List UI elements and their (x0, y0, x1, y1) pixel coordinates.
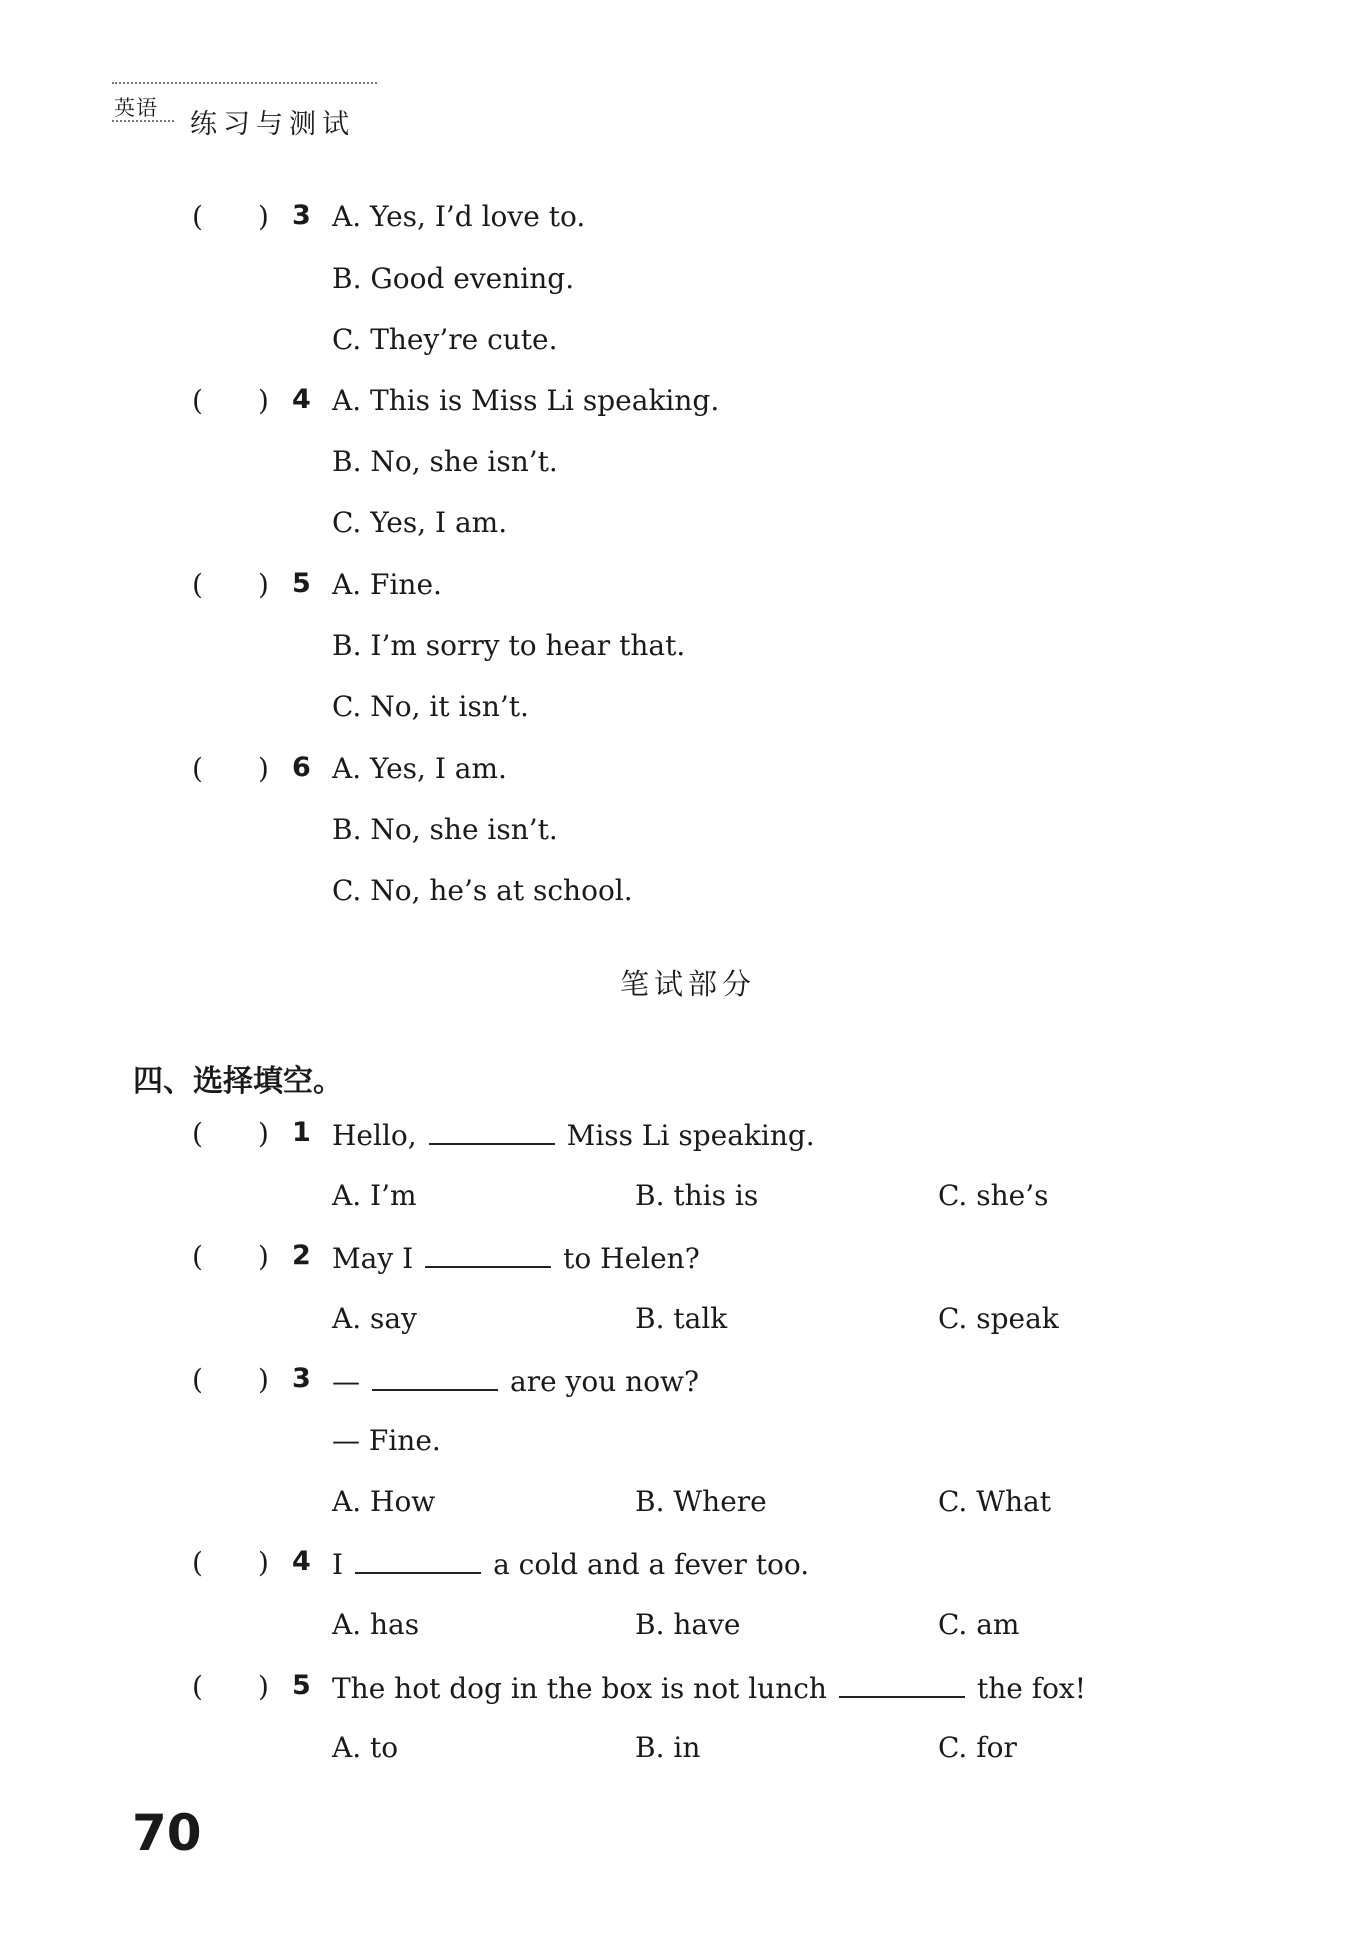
question-text-after: are you now? (510, 1365, 700, 1398)
option-a: A. How (332, 1485, 436, 1518)
question-text-after: the fox! (976, 1672, 1086, 1705)
answer-paren-open[interactable]: ( (192, 568, 203, 601)
question-number: 2 (292, 1240, 311, 1271)
question-number: 4 (292, 1546, 311, 1577)
answer-paren-close: ) (258, 1240, 269, 1273)
question-text-before: — (332, 1365, 360, 1398)
question-text (332, 1363, 699, 1398)
section-title: 笔试部分 (620, 967, 757, 1001)
question-text (332, 1240, 700, 1275)
option-a: A. Yes, I am. (332, 752, 507, 785)
option-a: A. to (332, 1731, 399, 1764)
book-header (112, 82, 377, 140)
header-dotted-rule (112, 82, 377, 84)
answer-paren-open[interactable]: ( (192, 752, 203, 785)
question-number: 6 (292, 752, 311, 783)
question-number: 1 (292, 1117, 311, 1148)
option-b: B. this is (635, 1179, 759, 1212)
answer-paren-close: ) (258, 1546, 269, 1579)
answer-paren-close: ) (258, 1117, 269, 1150)
answer-paren-open[interactable]: ( (192, 1670, 203, 1703)
question-text (332, 1117, 815, 1152)
option-c: C. What (938, 1485, 1051, 1518)
question-text-before: The hot dog in the box is not lunch (332, 1672, 827, 1705)
option-c: C. speak (938, 1302, 1059, 1335)
answer-paren-open[interactable]: ( (192, 1117, 203, 1150)
option-c: C. No, he’s at school. (332, 874, 633, 907)
option-c: C. she’s (938, 1179, 1049, 1212)
question-number: 5 (292, 1670, 311, 1701)
part-title: 四、选择填空。 (133, 1064, 343, 1099)
option-b: B. Good evening. (332, 262, 575, 295)
question-text-before: I (332, 1548, 344, 1581)
option-b: B. talk (635, 1302, 728, 1335)
option-a: A. say (332, 1302, 417, 1335)
series-title: 练习与测试 (190, 109, 355, 140)
answer-paren-close: ) (258, 384, 269, 417)
option-a: A. Fine. (332, 568, 442, 601)
answer-blank[interactable] (372, 1363, 498, 1391)
answer-blank[interactable] (425, 1240, 551, 1268)
option-a: A. has (332, 1608, 420, 1641)
option-c: C. for (938, 1731, 1017, 1764)
option-c: C. am (938, 1608, 1020, 1641)
answer-paren-open[interactable]: ( (192, 1546, 203, 1579)
answer-blank[interactable] (355, 1546, 481, 1574)
subject-label: 英语 (114, 96, 158, 120)
option-a: A. Yes, I’d love to. (332, 200, 586, 233)
answer-blank[interactable] (429, 1117, 555, 1145)
dialogue-reply: — Fine. (332, 1424, 441, 1457)
question-number: 5 (292, 568, 311, 599)
question-number: 3 (292, 200, 311, 231)
option-b: B. No, she isn’t. (332, 813, 558, 846)
answer-paren-close: ) (258, 1670, 269, 1703)
option-a: A. This is Miss Li speaking. (332, 384, 720, 417)
answer-paren-open[interactable]: ( (192, 200, 203, 233)
option-c: C. Yes, I am. (332, 506, 508, 539)
question-text (332, 1546, 809, 1581)
question-number: 4 (292, 384, 311, 415)
answer-paren-open[interactable]: ( (192, 1240, 203, 1273)
answer-blank[interactable] (839, 1670, 965, 1698)
answer-paren-close: ) (258, 568, 269, 601)
option-b: B. have (635, 1608, 741, 1641)
option-b: B. in (635, 1731, 701, 1764)
question-text-after: to Helen? (563, 1242, 700, 1275)
question-text (332, 1670, 1086, 1705)
answer-paren-open[interactable]: ( (192, 384, 203, 417)
question-number: 3 (292, 1363, 311, 1394)
option-c: C. No, it isn’t. (332, 690, 529, 723)
answer-paren-close: ) (258, 752, 269, 785)
answer-paren-close: ) (258, 200, 269, 233)
subject-dotted-rule (112, 120, 174, 122)
option-c: C. They’re cute. (332, 323, 558, 356)
option-b: B. No, she isn’t. (332, 445, 558, 478)
answer-paren-open[interactable]: ( (192, 1363, 203, 1396)
question-text-before: Hello, (332, 1119, 417, 1152)
answer-paren-close: ) (258, 1363, 269, 1396)
question-text-after: Miss Li speaking. (566, 1119, 815, 1152)
page-number: 70 (132, 1804, 202, 1862)
option-a: A. I’m (332, 1179, 417, 1212)
question-text-before: May I (332, 1242, 414, 1275)
option-b: B. Where (635, 1485, 767, 1518)
question-text-after: a cold and a fever too. (493, 1548, 810, 1581)
option-b: B. I’m sorry to hear that. (332, 629, 686, 662)
